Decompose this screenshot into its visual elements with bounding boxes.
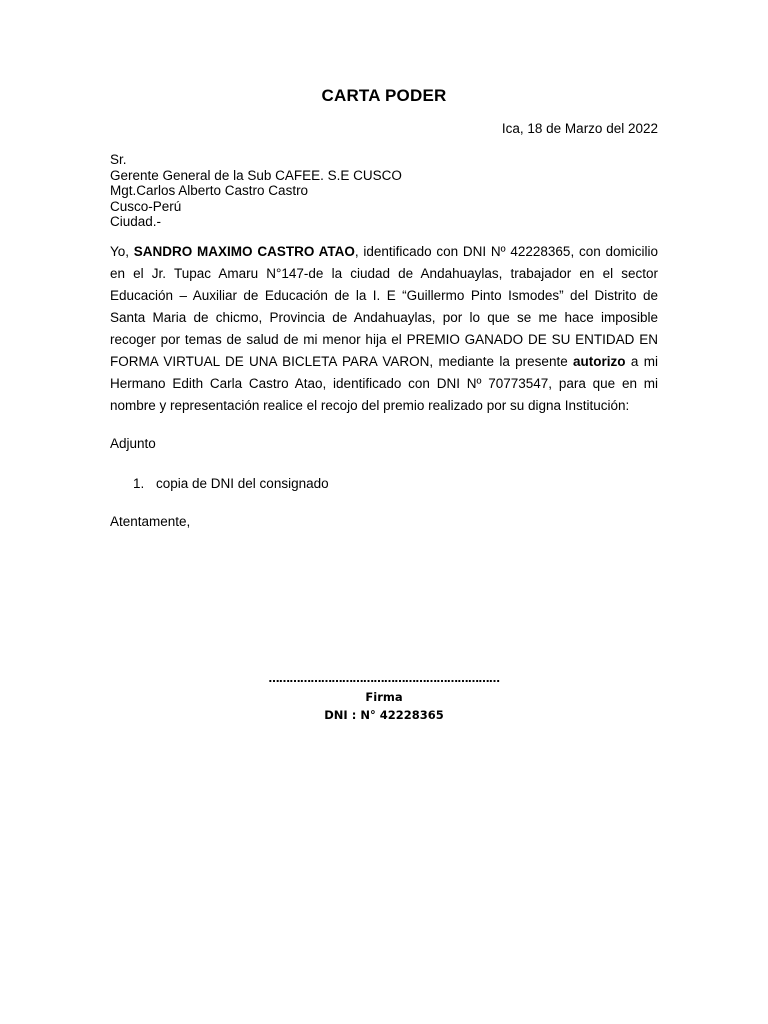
letter-body	[110, 241, 658, 417]
addressee-name: Mgt.Carlos Alberto Castro Castro	[110, 183, 309, 198]
closing-phrase: Atentamente,	[110, 514, 191, 529]
addressee-block	[110, 152, 402, 230]
grantor-name: SANDRO MAXIMO CASTRO ATAO	[133, 244, 355, 259]
attachments-list	[133, 476, 329, 491]
authorization-keyword: autorizo	[573, 354, 626, 369]
signature-label: Firma	[365, 690, 403, 704]
signature-dni: DNI : N° 42228365	[324, 708, 444, 722]
letter-date: Ica, 18 de Marzo del 2022	[501, 121, 658, 136]
list-item	[133, 476, 329, 491]
addressee-location: Cusco-Perú	[110, 198, 182, 214]
body-conclusion: a mi Hermano Edith Carla Castro Atao, identificado con DNI Nº 70773547, para que en mi nombre y representación realice el recojo del premio realizado por su digna Institución:	[110, 354, 658, 413]
list-item-text: copia de DNI del consignado	[156, 476, 329, 491]
attachments-heading: Adjunto	[110, 436, 156, 451]
body-main: , identificado con DNI Nº 42228365, con domicilio en el Jr. Tupac Amaru N°147-de la ciudad de Andahuaylas, trabajador en el sector Educación – Auxiliar de Educación de la I. E “Guillermo Pinto Ismodes” del Distrito de Santa Maria de chicmo, Provincia de Andahuaylas, por lo que se me hace imposible recoger por temas de salud de mi menor hija el PREMIO GANADO DE SU ENTIDAD EN FORMA VIRTUAL DE UNA BICLETA PARA VARON, mediante la presente	[110, 244, 658, 369]
addressee-position: Gerente General de la Sub CAFEE. S.E CUSCO	[110, 167, 402, 183]
list-item-number: 1.	[133, 476, 145, 491]
body-intro: Yo,	[110, 244, 134, 259]
addressee-city: Ciudad.-	[110, 214, 162, 229]
addressee-salutation: Sr.	[110, 152, 127, 167]
signature-line: …………………………………………………………	[268, 672, 500, 685]
document-title: CARTA PODER	[321, 86, 447, 105]
